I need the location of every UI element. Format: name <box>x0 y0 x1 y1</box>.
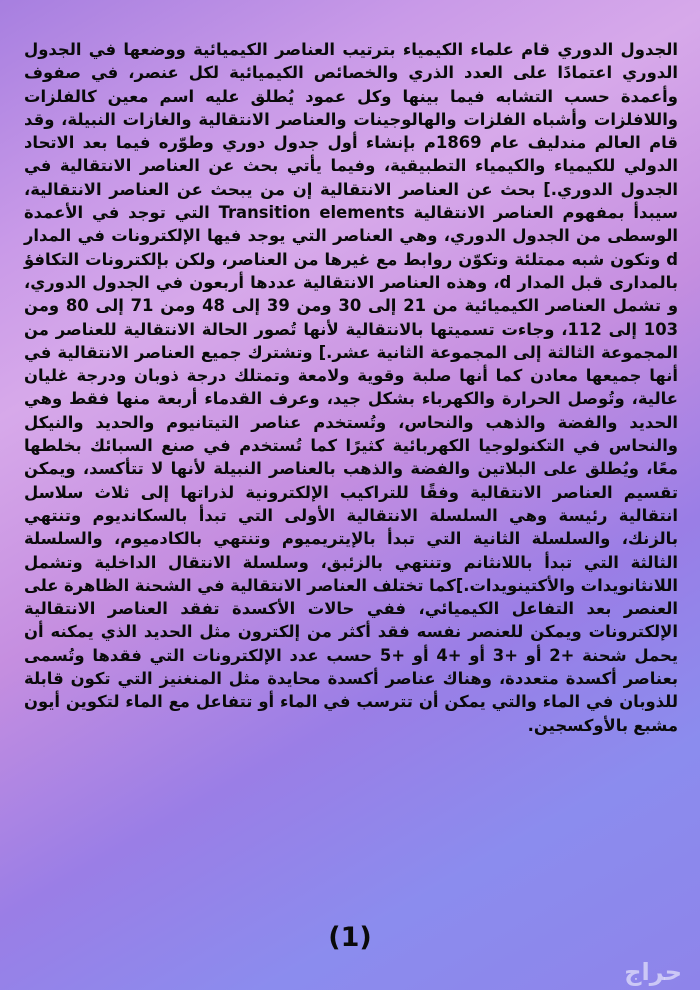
body-paragraph: الجدول الدوري قام علماء الكيمياء بترتيب العناصر الكيميائية ووضعها في الجدول الدوري اعتمادًا على العدد الذري والخصائص الكيميائية لكل عنصر، في صفوف وأعمدة حسب التشابه فيما بينها وكل عمود يُطلق عليه اسم معين كالفلزات واللافلزات وأشباه الفلزات والهالوجينات والعناصر الانتقالية والغازات النبيلة، وقد قام العالم مندليف عام 1869م بإنشاء أول جدول دوري وطوّره فيما بعد الاتحاد الدولي للكيمياء والكيمياء التطبيقية، وفيما يأتي بحث عن العناصر الانتقالية في الجدول الدوري.] بحث عن العناصر الانتقالية إن من يبحث عن العناصر الانتقالية، سيبدأ بمفهوم العناصر الانتقالية Transition elements التي توجد في الأعمدة الوسطى من الجدول الدوري، وهي العناصر التي يوجد فيها الإلكترونات في المدار d وتكون شبه ممتلئة وتكوّن روابط مع غيرها من العناصر، ولكن بإلكترونات التكافؤ بالمدارى قبل المدار d، وهذه العناصر الانتقالية عددها أربعون في الجدول الدوري، و تشمل العناصر الكيميائية من 21 إلى 30 ومن 39 إلى 48 ومن 71 إلى 80 ومن 103 إلى 112، وجاءت تسميتها بالانتقالية لأنها تُصور الحالة الانتقالية للعناصر من المجموعة الثالثة إلى المجموعة الثانية عشر.] وتشترك جميع العناصر الانتقالية في أنها جميعها معادن كما أنها صلبة وقوية ولامعة وتمتلك درجة ذوبان ودرجة غليان عالية، وتُوصل الحرارة والكهرباء بشكل جيد، وعرف القدماء أربعة منها فقط وهي الحديد والفضة والذهب والنحاس، وتُستخدم عناصر التيتانيوم والحديد والنيكل والنحاس في التكنولوجيا الكهربائية كثيرًا كما تُستخدم في صنع السبائك بخلطها معًا، ويُطلق على البلاتين والفضة والذهب بالعناصر النبيلة لأنها لا تتأكسد، ويمكن تقسيم العناصر الانتقالية وفقًا للتراكيب الإلكترونية لذراتها إلى ثلاث سلاسل انتقالية رئيسة وهي السلسلة الانتقالية الأولى التي تبدأ بالسكانديوم وتنتهي بالزنك، والسلسلة الثانية التي تبدأ بالإيتريميوم وتنتهي بالكادميوم، والسلسلة الثالثة التي تبدأ باللانثانم وتنتهي بالزئبق، وسلسلة الانتقال الداخلية وتشمل اللانثانويدات والأكتينويدات.]كما تختلف العناصر الانتقالية في الشحنة الظاهرة على العنصر بعد التفاعل الكيميائي، ففي حالات الأكسدة تفقد العناصر الانتقالية الإلكترونات ويمكن للعنصر نفسه فقد أكثر من إلكترون مثل الحديد الذي يمكنه أن يحمل شحنة +2 أو +3 أو +4 أو +5 حسب عدد الإلكترونات التي فقدها وتُسمى بعناصر أكسدة متعددة، وهناك عناصر أكسدة محايدة مثل المنغنيز التي تكون قابلة للذوبان في الماء والتي يمكن أن تترسب في الماء أو تتفاعل مع الماء لتكوين أيون مشبع بالأوكسجين. <box>24 40 679 735</box>
page-number: (1) <box>328 922 372 953</box>
watermark-logo: حراج <box>624 958 682 986</box>
